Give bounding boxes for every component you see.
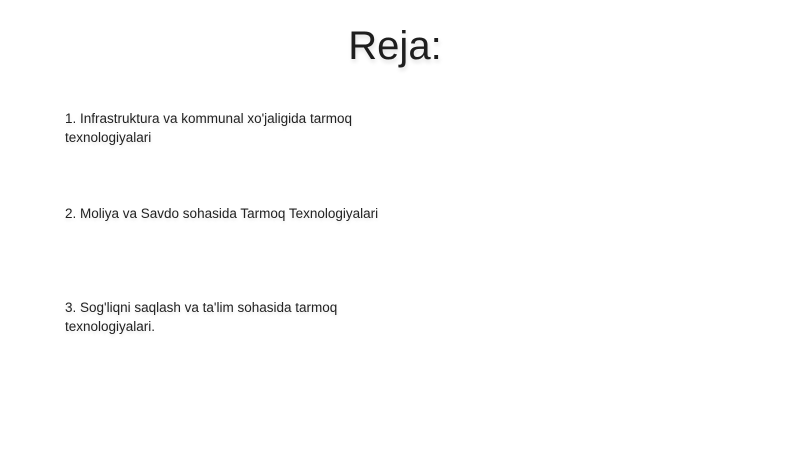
slide-title: Reja: [348, 24, 442, 68]
plan-item-finance-trade: 2. Moliya va Savdo sohasida Tarmoq Texnologiyalari [65, 206, 379, 221]
plan-item-health-education: 3. Sog'liqni saqlash va ta'lim sohasida tarmoq texnologiyalari. [65, 300, 338, 334]
plan-item-infrastructure: 1. Infrastruktura va kommunal xo'jaligida tarmoq texnologiyalari [65, 111, 352, 145]
